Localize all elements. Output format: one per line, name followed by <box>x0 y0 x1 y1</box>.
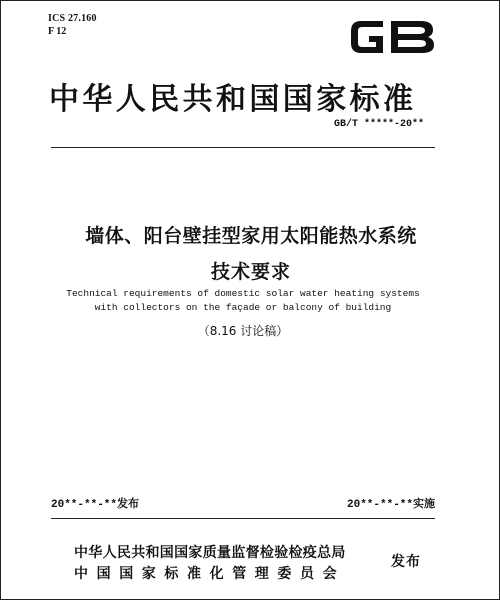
gb-logo-icon <box>347 15 439 59</box>
issuing-authority-2: 中国国家标准化管理委员会 <box>74 566 346 582</box>
classification-code: F 12 <box>48 26 67 37</box>
bottom-divider <box>51 518 435 519</box>
issuing-authority-1: 中华人民共和国国家质量监督检验检疫总局 <box>74 545 346 561</box>
implementation-date: 20**-**-**实施 <box>347 499 436 511</box>
draft-note: （8.16 讨论稿） <box>197 324 289 338</box>
standard-number: GB/T *****-20** <box>334 119 425 130</box>
document-title-en-line2: with collectors on the façade or balcony of building <box>94 302 392 313</box>
document-title-en-line1: Technical requirements of domestic solar water heating systems <box>66 288 420 299</box>
issue-date: 20**-**-**发布 <box>51 499 140 511</box>
ics-code: ICS 27.160 <box>48 13 97 24</box>
top-divider <box>51 147 435 148</box>
national-standard-heading: 中华人民共和国国家标准 <box>49 82 417 117</box>
document-title-cn: 墙体、阳台壁挂型家用太阳能热水系统 <box>85 225 417 247</box>
publish-label: 发布 <box>391 554 421 570</box>
document-subtitle-cn: 技术要求 <box>210 261 291 283</box>
